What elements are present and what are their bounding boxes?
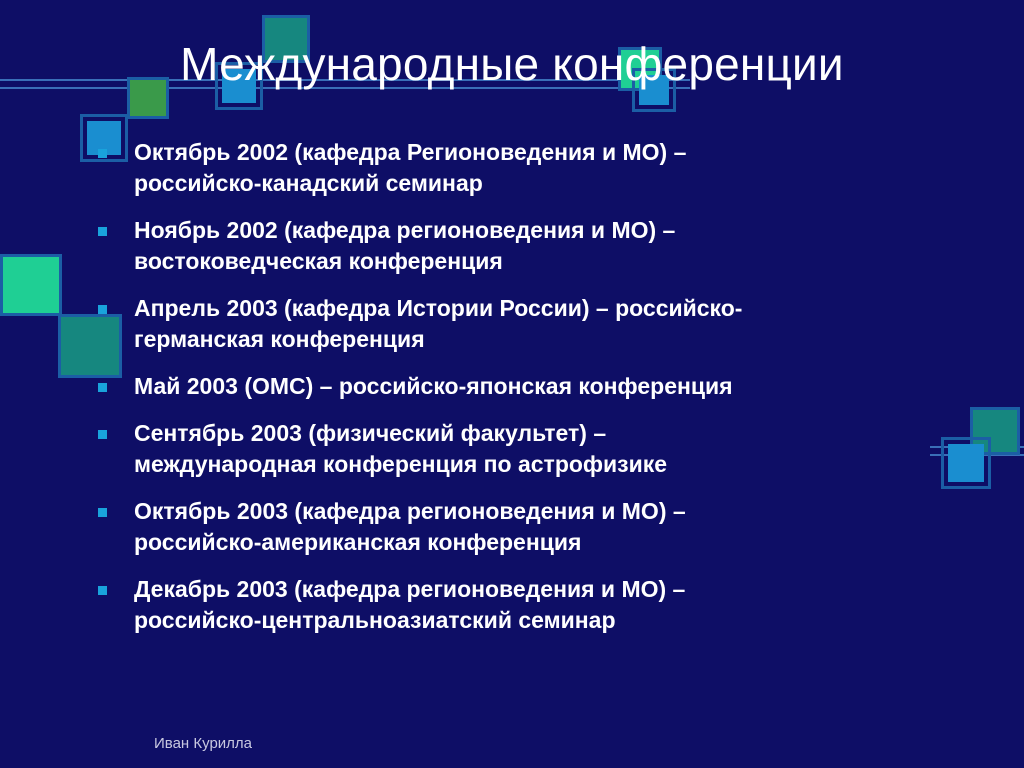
item-line2: международная конференция по астрофизике bbox=[134, 451, 668, 477]
item-line1: Сентябрь 2003 (физический факультет) – bbox=[134, 420, 607, 446]
item-line1: Май 2003 (ОМС) – российско-японская конференция bbox=[134, 373, 733, 399]
item-line2: российско-американская конференция bbox=[134, 529, 582, 555]
deco-square bbox=[0, 254, 62, 316]
author-footer: Иван Курилла bbox=[154, 735, 253, 752]
list-item bbox=[96, 215, 946, 277]
list-item bbox=[96, 574, 946, 636]
square-bullet-icon bbox=[98, 149, 107, 158]
item-line1: Апрель 2003 (кафедра Истории России) – российско- bbox=[134, 295, 743, 321]
item-line1: Октябрь 2002 (кафедра Регионоведения и МО) – bbox=[134, 139, 687, 165]
item-line1: Октябрь 2003 (кафедра регионоведения и МО) – bbox=[134, 498, 686, 524]
item-line1: Декабрь 2003 (кафедра регионоведения и МО) – bbox=[134, 576, 686, 602]
square-bullet-icon bbox=[98, 227, 107, 236]
list-item bbox=[96, 496, 946, 558]
item-line2: российско-центральноазиатский семинар bbox=[134, 607, 616, 633]
square-bullet-icon bbox=[98, 305, 107, 314]
square-bullet-icon bbox=[98, 586, 107, 595]
item-line2: германская конференция bbox=[134, 326, 425, 352]
deco-square bbox=[948, 444, 984, 482]
item-line1: Ноябрь 2002 (кафедра регионоведения и МО) – bbox=[134, 217, 676, 243]
square-bullet-icon bbox=[98, 508, 107, 517]
list-item bbox=[96, 371, 946, 402]
square-bullet-icon bbox=[98, 383, 107, 392]
list-item bbox=[96, 137, 946, 199]
list-item bbox=[96, 418, 946, 480]
item-line2: российско-канадский семинар bbox=[134, 170, 483, 196]
item-line2: востоковедческая конференция bbox=[134, 248, 503, 274]
list-item bbox=[96, 293, 946, 355]
slide-title: Международные конференции bbox=[180, 38, 844, 90]
conference-list bbox=[96, 137, 946, 652]
square-bullet-icon bbox=[98, 430, 107, 439]
